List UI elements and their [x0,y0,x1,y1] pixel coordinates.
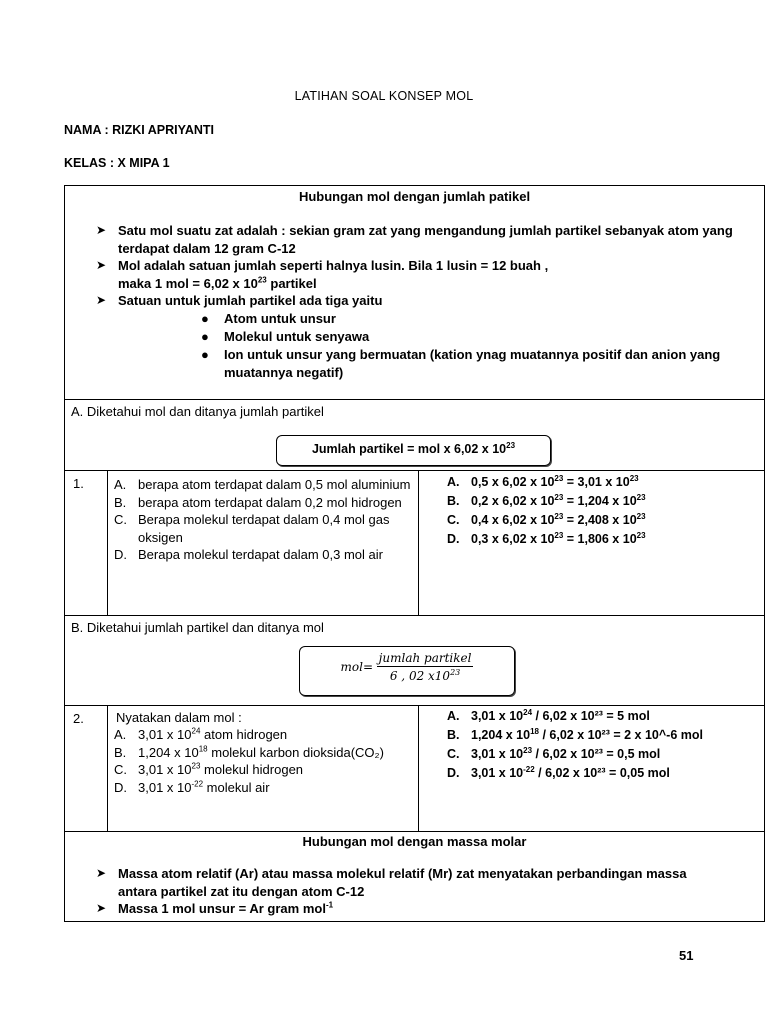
section-b-heading: B. Diketahui jumlah partikel dan ditanya mol [71,620,324,635]
answer-item: B. 0,2 x 6,02 x $10^{23} = 1,204$ x $10^{23}$ [447,492,646,508]
list-item: ➤ Satuan untuk jumlah partikel ada tiga yaitu [96,293,383,308]
arrow-bullet-icon: ➤ [96,258,107,272]
question-item: D. 3,01 x $10^{-22}$ molekul air [114,779,270,795]
dot-bullet-icon: ● [201,310,209,326]
arrow-bullet-icon: ➤ [96,293,107,307]
formula-mol-box [299,646,515,696]
list-item: ➤ Massa atom relatif (Ar) atau massa molekul relatif (Mr) zat menyatakan perbandingan massa antara partikel zat itu dengan atom C-12 [96,866,687,899]
list-item: ● Ion untuk unsur yang bermuatan (kation ynag muatannya positif dan anion yang muatannya negatif) [201,346,721,380]
problem-2-intro: Nyatakan dalam mol : [116,710,242,725]
list-item: ● Atom untuk unsur [201,310,336,326]
answer-item: D. 0,3 x 6,02 x $10^{23} = 1,806$ x $10^{23}$ [447,530,646,546]
definition-list [65,222,764,310]
section-heading: Hubungan mol dengan jumlah patikel [298,189,531,204]
particle-types-list [65,310,764,382]
list-item: ● Molekul untuk senyawa [201,328,370,344]
question-item: D. Berapa molekul terdapat dalam 0,3 mol air [114,547,383,562]
problem-number: 2. [65,706,108,831]
problem-2-questions [108,706,419,831]
section-mol-particles [64,185,765,400]
question-item: B. 1,204 x $10^{18}$ molekul karbon dioksida(CO₂) [114,744,384,760]
formula-lhs: mol= [340,660,374,674]
dot-bullet-icon: ● [201,346,209,362]
problem-2-row [64,705,765,832]
formula-particles-box: Jumlah partikel = mol x 6,02 x $10^{23}$ [276,435,551,466]
problem-1-row [64,470,765,616]
question-item: A. 3,01 x $10^{24}$ atom hidrogen [114,726,288,742]
page-number: 51 [679,948,694,963]
question-item: B. berapa atom terdapat dalam 0,2 mol hidrogen [114,494,402,510]
section-b [64,615,765,706]
answer-item: C. 3,01 x $10^{23} / 6,02$ x 10²³ = 0,5 mol [447,745,661,761]
section-molar-mass [64,831,765,922]
dot-bullet-icon: ● [201,328,209,344]
section-a-heading: A. Diketahui mol dan ditanya jumlah partikel [71,404,324,419]
arrow-bullet-icon: ➤ [96,223,107,237]
problem-1-questions [108,471,419,615]
answer-item: D. 3,01 x $10^{-22} / 6,02$ x 10²³ = 0,05 mol [447,764,670,780]
problem-number: 1. [65,471,108,615]
answer-item: A. 0,5 x 6,02 x $10^{23} = 3,01$ x $10^{23}$ [447,473,639,489]
arrow-bullet-icon: ➤ [96,901,107,915]
problem-1-answers [419,471,764,615]
document-title: LATIHAN SOAL KONSEP MOL [294,89,474,103]
question-item: A. berapa atom terdapat dalam 0,5 mol aluminium [114,477,411,492]
problem-2-answers [419,706,764,831]
student-name: NAMA : RIZKI APRIYANTI [64,123,214,137]
formula-fraction: $\frac{\text{jumlah partikel}}{6 , 02 x10^{23}}$ [378,651,472,683]
section-a [64,399,765,471]
list-item: ➤ Mol adalah satuan jumlah seperti halnya lusin. Bila 1 lusin = 12 buah , maka 1 mol = 6,02 x $10^{23}$ partikel [96,258,549,291]
arrow-bullet-icon: ➤ [96,866,107,880]
student-class: KELAS : X MIPA 1 [64,156,170,170]
molar-mass-list [65,865,764,918]
answer-item: C. 0,4 x 6,02 x $10^{23} = 2,408$ x $10^{23}$ [447,511,646,527]
section-heading: Hubungan mol dengan massa molar [302,834,527,849]
list-item: ➤ Massa 1 mol unsur = Ar gram mol$^{-1}$ [96,900,334,916]
answer-item: A. 3,01 x $10^{24} / 6,02$ x 10²³ = 5 mol [447,707,650,723]
question-item: C. 3,01 x $10^{23}$ molekul hidrogen [114,761,304,777]
list-item: ➤ Satu mol suatu zat adalah : sekian gram zat yang mengandung jumlah partikel sebanyak atom yang terdapat dalam 12 gram C-12 [96,223,733,256]
answer-item: B. 1,204 x $10^{18} / 6,02$ x 10²³ = 2 x 10^-6 mol [447,726,703,742]
question-item: C. Berapa molekul terdapat dalam 0,4 mol gas oksigen [114,512,390,545]
